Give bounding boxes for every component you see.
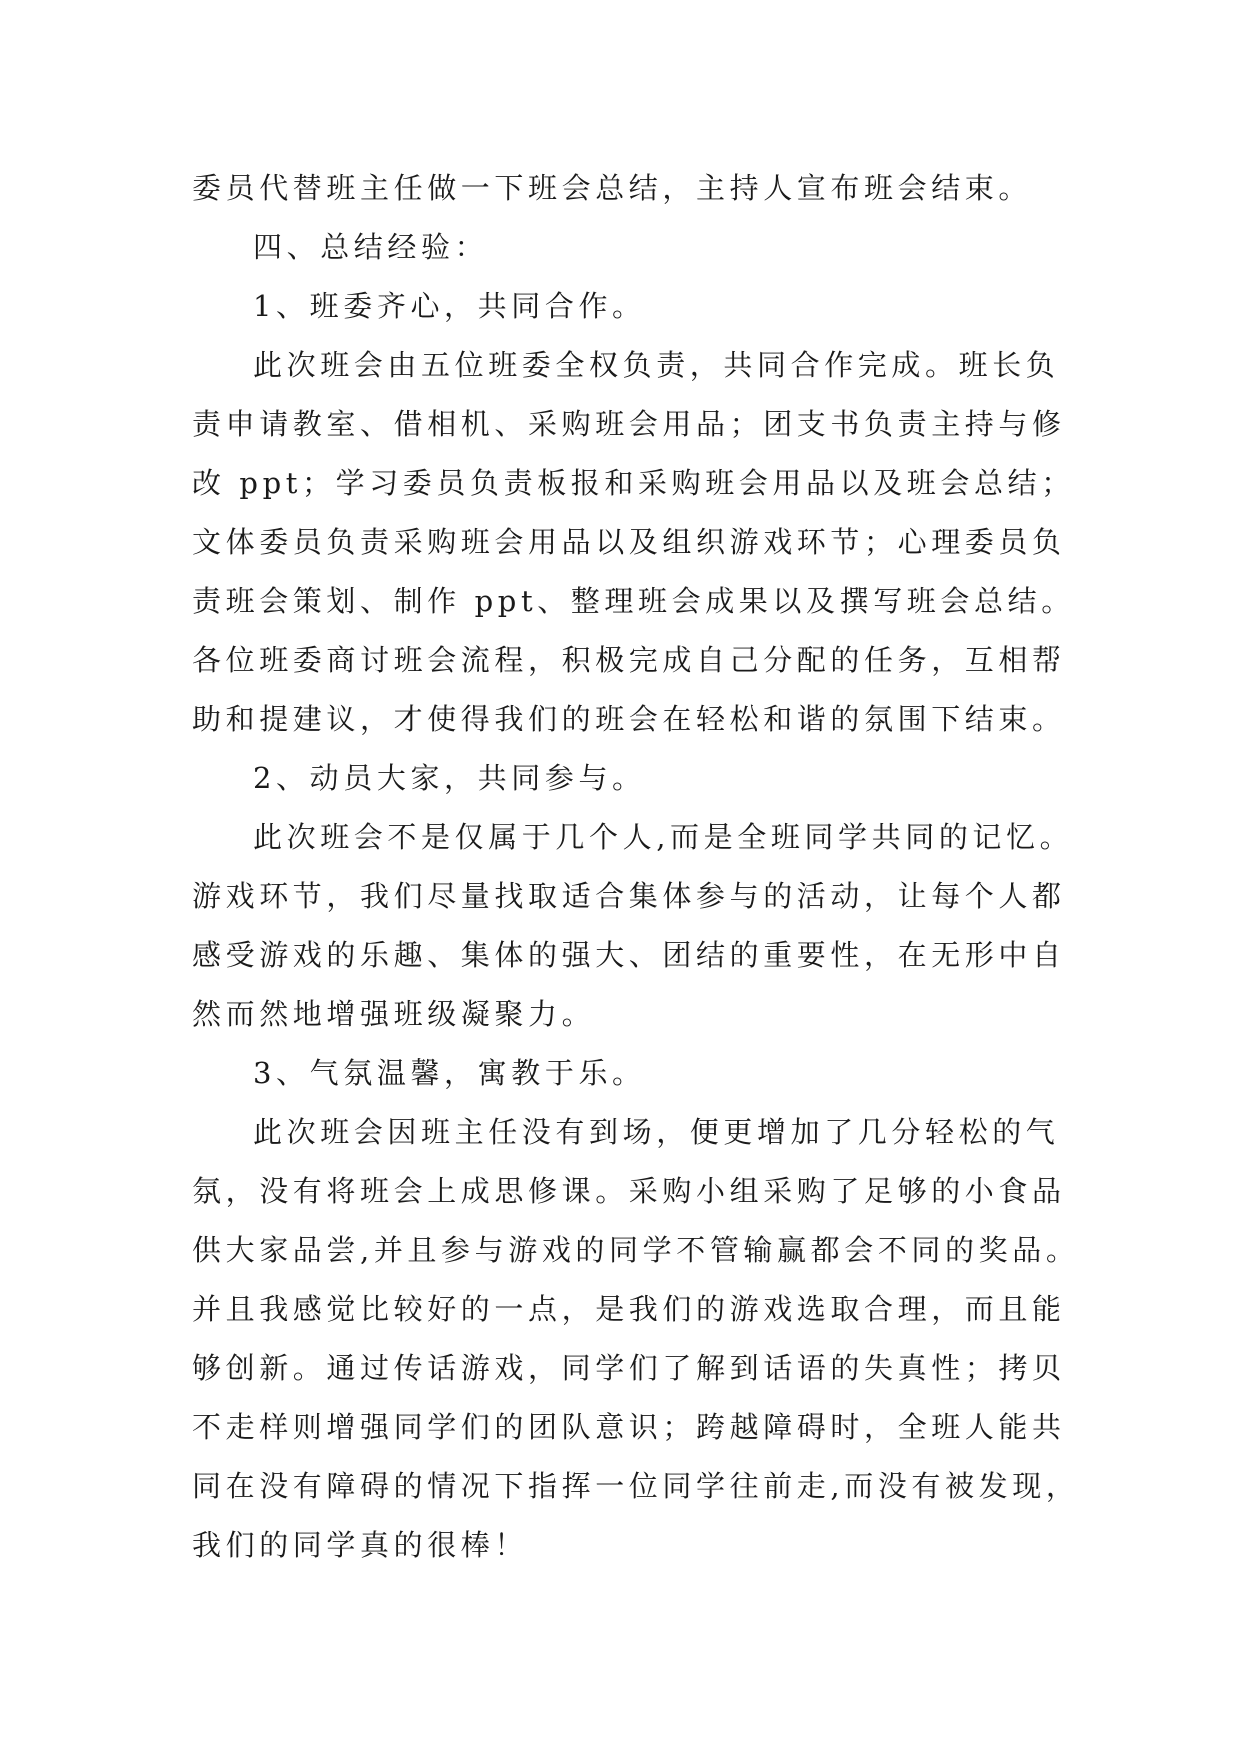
text-line: 游戏环节，我们尽量找取适合集体参与的活动，让每个人都 xyxy=(192,879,1066,913)
text-line: 够创新。通过传话游戏，同学们了解到话语的失真性；拷贝 xyxy=(192,1351,1066,1385)
text-line: 改 ppt；学习委员负责板报和采购班会用品以及班会总结； xyxy=(192,466,1075,500)
text-line: 文体委员负责采购班会用品以及组织游戏环节；心理委员负 xyxy=(192,525,1066,559)
subsection-heading: 1、班委齐心，共同合作。 xyxy=(253,289,646,323)
text-line: 不走样则增强同学们的团队意识；跨越障碍时，全班人能共 xyxy=(192,1410,1066,1444)
text-line: 责申请教室、借相机、采购班会用品；团支书负责主持与修 xyxy=(192,407,1066,441)
section-heading: 四、总结经验： xyxy=(253,230,489,264)
subsection-heading: 3、气氛温馨，寓教于乐。 xyxy=(253,1056,646,1090)
text-line: 责班会策划、制作 ppt、整理班会成果以及撰写班会总结。 xyxy=(192,584,1075,618)
text-line: 并且我感觉比较好的一点，是我们的游戏选取合理，而且能 xyxy=(192,1292,1066,1326)
text-line: 各位班委商讨班会流程，积极完成自己分配的任务，互相帮 xyxy=(192,643,1066,677)
text-line: 我们的同学真的很棒！ xyxy=(192,1528,529,1562)
text-line: 氛，没有将班会上成思修课。采购小组采购了足够的小食品 xyxy=(192,1174,1066,1208)
text-line: 供大家品尝,并且参与游戏的同学不管输赢都会不同的奖品。 xyxy=(192,1233,1080,1267)
text-line: 委员代替班主任做一下班会总结，主持人宣布班会结束。 xyxy=(192,171,1033,205)
text-line: 此次班会因班主任没有到场，便更增加了几分轻松的气 xyxy=(253,1115,1060,1149)
text-line: 同在没有障碍的情况下指挥一位同学往前走,而没有被发现， xyxy=(192,1469,1080,1503)
text-line: 感受游戏的乐趣、集体的强大、团结的重要性，在无形中自 xyxy=(192,938,1066,972)
text-line: 然而然地增强班级凝聚力。 xyxy=(192,997,596,1031)
text-line: 此次班会由五位班委全权负责，共同合作完成。班长负 xyxy=(253,348,1060,382)
text-line: 此次班会不是仅属于几个人,而是全班同学共同的记忆。 xyxy=(253,820,1074,854)
subsection-heading: 2、动员大家，共同参与。 xyxy=(253,761,646,795)
text-line: 助和提建议，才使得我们的班会在轻松和谐的氛围下结束。 xyxy=(192,702,1066,736)
